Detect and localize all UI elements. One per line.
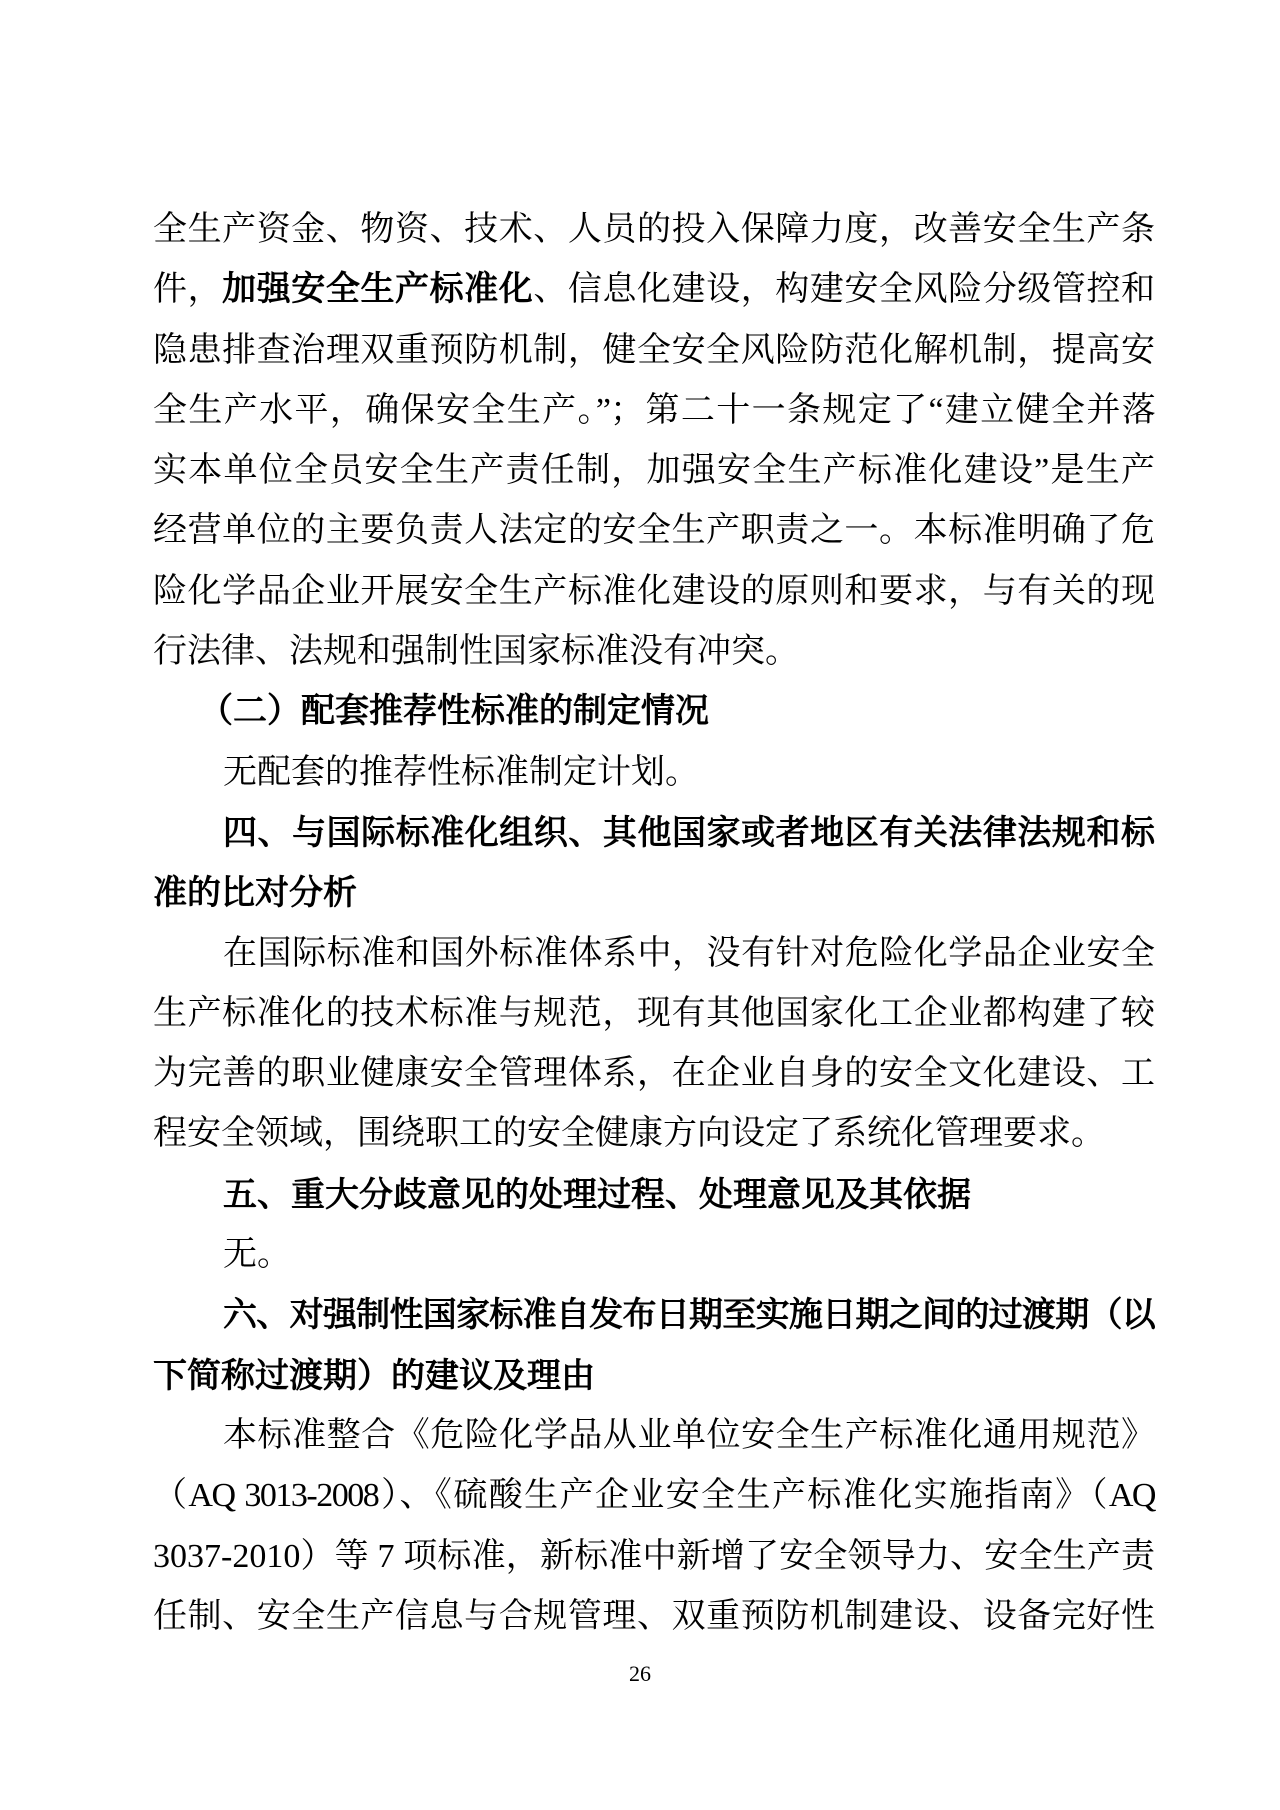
- text-run: 、信息化建设，构建安全风险分级管控和: [533, 271, 1156, 309]
- text-run: 在国际标准和国外标准体系中，没有针对危险化学品企业安全: [223, 934, 1155, 972]
- text-run: 本标准整合《危险化学品从业单位安全生产标准化通用规范》: [223, 1416, 1155, 1454]
- text-run: 隐患排查治理双重预防机制，健全安全风险防范化解机制，提高安: [153, 331, 1155, 369]
- heading-section-4-line-2: [153, 863, 1155, 923]
- body-text-line: [153, 924, 1155, 984]
- page-content: [153, 200, 1155, 1647]
- text-run: 件，: [153, 271, 223, 309]
- text-run: 险化学品企业开展安全生产标准化建设的原则和要求，与有关的现: [153, 572, 1155, 610]
- heading-section-6-line-1: [153, 1285, 1155, 1345]
- text-run: 行法律、法规和强制性国家标准没有冲突。: [153, 633, 799, 671]
- text-run: 实本单位全员安全生产责任制，加强安全生产标准化建设”是生产: [153, 452, 1155, 490]
- body-text-line: [153, 1406, 1155, 1466]
- heading-section-6-line-2: [153, 1346, 1155, 1406]
- page-number: 26: [629, 1661, 651, 1686]
- body-text-line: [153, 1104, 1155, 1164]
- heading-section-5: [153, 1165, 1155, 1225]
- heading-text: 四、与国际标准化组织、其他国家或者地区有关法律法规和标: [223, 813, 1155, 852]
- text-run: （AQ 3013-2008）、《硫酸生产企业安全生产标准化实施指南》（AQ: [153, 1477, 1155, 1515]
- body-text-line: [153, 260, 1155, 320]
- body-text-line: [153, 321, 1155, 381]
- body-text-line: [153, 984, 1155, 1044]
- body-text-line: [153, 622, 1155, 682]
- text-run: 为完善的职业健康安全管理体系，在企业自身的安全文化建设、工: [153, 1055, 1155, 1093]
- body-text-line: [153, 1225, 1155, 1285]
- body-text-line: [153, 200, 1155, 260]
- text-run: 全生产资金、物资、技术、人员的投入保障力度，改善安全生产条: [153, 211, 1155, 248]
- body-text-line: [153, 1466, 1155, 1526]
- text-run: 3037-2010）等 7 项标准，新标准中新增了安全领导力、安全生产责: [153, 1537, 1155, 1575]
- text-run: 全生产水平，确保安全生产。”；第二十一条规定了“建立健全并落: [153, 391, 1155, 429]
- text-run: 任制、安全生产信息与合规管理、双重预防机制建设、设备完好性: [153, 1597, 1155, 1635]
- text-run: 程安全领域，围绕职工的安全健康方向设定了系统化管理要求。: [153, 1115, 1105, 1153]
- heading-text: 准的比对分析: [153, 874, 357, 913]
- body-text-line: [153, 1044, 1155, 1104]
- body-text-line: [153, 501, 1155, 561]
- heading-text: 六、对强制性国家标准自发布日期至实施日期之间的过渡期（以: [223, 1296, 1155, 1335]
- heading-text: 五、重大分歧意见的处理过程、处理意见及其依据: [223, 1175, 971, 1214]
- body-text-line: [153, 743, 1155, 803]
- heading-text: 下简称过渡期）的建议及理由: [153, 1356, 595, 1395]
- heading-section-4-line-1: [153, 803, 1155, 863]
- text-run: 无。: [223, 1236, 291, 1274]
- body-text-line: [153, 562, 1155, 622]
- text-run: 无配套的推荐性标准制定计划。: [223, 753, 699, 791]
- body-text-line: [153, 1587, 1155, 1647]
- body-text-line: [153, 441, 1155, 501]
- heading-text: （二）配套推荐性标准的制定情况: [199, 693, 709, 731]
- text-run: 经营单位的主要负责人法定的安全生产职责之一。本标准明确了危: [153, 512, 1155, 550]
- body-text-line: [153, 1527, 1155, 1587]
- text-run: 生产标准化的技术标准与规范，现有其他国家化工企业都构建了较: [153, 994, 1155, 1032]
- heading-section-2-2: [153, 682, 1155, 742]
- bold-text-run: 加强安全生产标准化: [222, 271, 534, 309]
- body-text-line: [153, 381, 1155, 441]
